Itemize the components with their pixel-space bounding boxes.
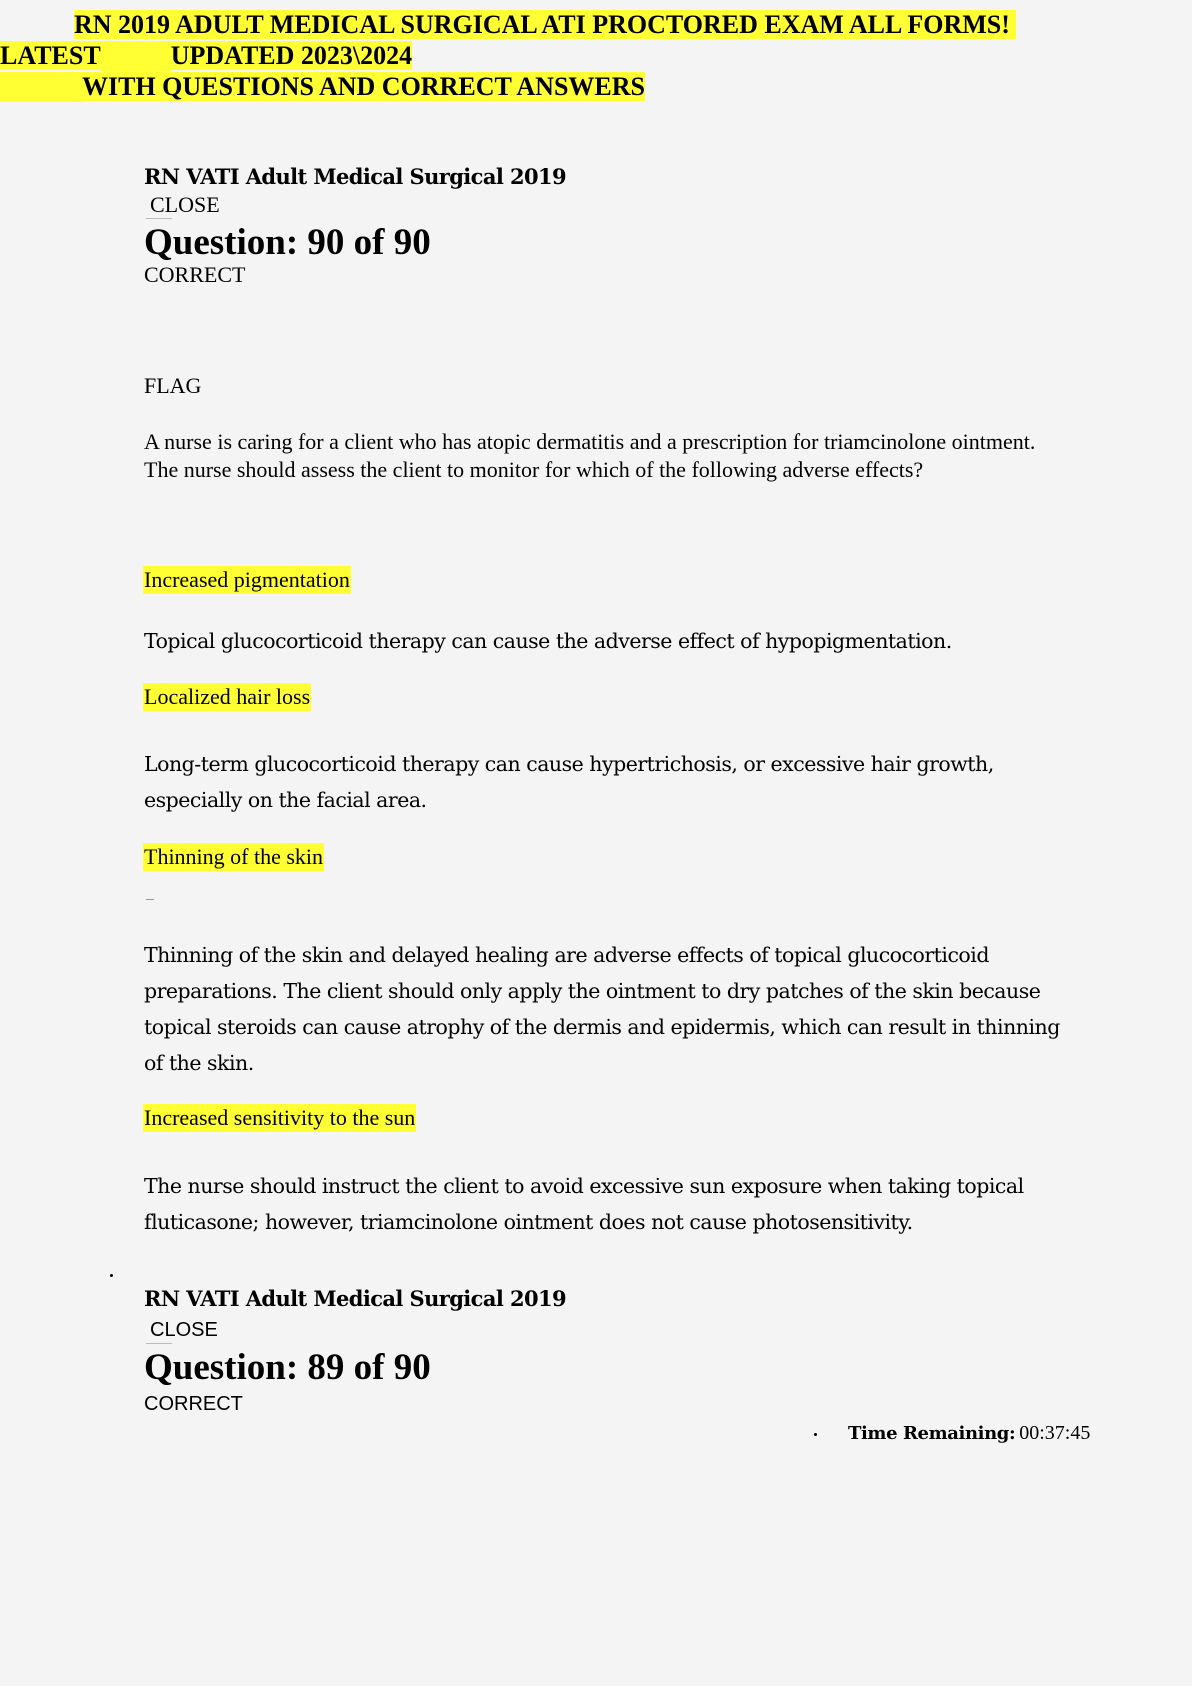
answer-option-1[interactable]: Increased pigmentation: [144, 567, 350, 592]
rationale-4: The nurse should instruct the client to avoid excessive sun exposure when taking topical fluticasone; however, triamcinolone ointment does not cause photosensitivity.: [144, 1174, 1024, 1234]
question-text: A nurse is caring for a client who has atopic dermatitis and a prescription for triamcinolone ointment. The nurse should assess the client to monitor for which of the following adverse effects?: [144, 429, 1036, 482]
close-underline: [146, 218, 172, 219]
header-line-2: LATEST UPDATED 2023\2024: [0, 41, 413, 70]
rationale-1: Topical glucocorticoid therapy can cause the adverse effect of hypopigmentation.: [144, 629, 952, 653]
status-label-2: CORRECT: [144, 1393, 243, 1415]
bullet-dot-2: [814, 1433, 817, 1436]
flag-button[interactable]: FLAG: [144, 373, 202, 398]
status-label: CORRECT: [144, 262, 246, 287]
answer-option-3[interactable]: Thinning of the skin: [144, 844, 324, 869]
rationale-3: Thinning of the skin and delayed healing are adverse effects of topical glucocorticoid preparations. The client should only apply the ointment to dry patches of the skin because topical steroids can cause atrophy of the dermis and epidermis, which can result in thinning of the skin.: [144, 943, 1060, 1075]
header-line-1: RN 2019 ADULT MEDICAL SURGICAL ATI PROCTORED EXAM ALL FORMS!: [74, 10, 1016, 40]
close-button[interactable]: CLOSE: [150, 192, 220, 217]
section-title-2: RN VATI Adult Medical Surgical 2019: [144, 1286, 566, 1311]
answer-option-2[interactable]: Localized hair loss: [144, 684, 311, 709]
header-line-3: WITH QUESTIONS AND CORRECT ANSWERS: [0, 72, 645, 102]
divider-mark: [146, 899, 154, 900]
section-title: RN VATI Adult Medical Surgical 2019: [144, 164, 566, 189]
rationale-2: Long-term glucocorticoid therapy can cause hypertrichosis, or excessive hair growth, especially on the facial area.: [144, 752, 994, 812]
time-remaining: [848, 1422, 1090, 1445]
close-button-2[interactable]: CLOSE: [150, 1319, 218, 1341]
answer-option-4[interactable]: Increased sensitivity to the sun: [144, 1105, 416, 1130]
question-number: Question: 90 of 90: [144, 222, 431, 263]
time-remaining-value: 00:37:45: [1019, 1422, 1091, 1444]
close-underline-2: [146, 1343, 172, 1344]
bullet-dot: [110, 1274, 113, 1277]
time-remaining-label: Time Remaining:: [848, 1423, 1016, 1444]
question-number-2: Question: 89 of 90: [144, 1347, 431, 1388]
